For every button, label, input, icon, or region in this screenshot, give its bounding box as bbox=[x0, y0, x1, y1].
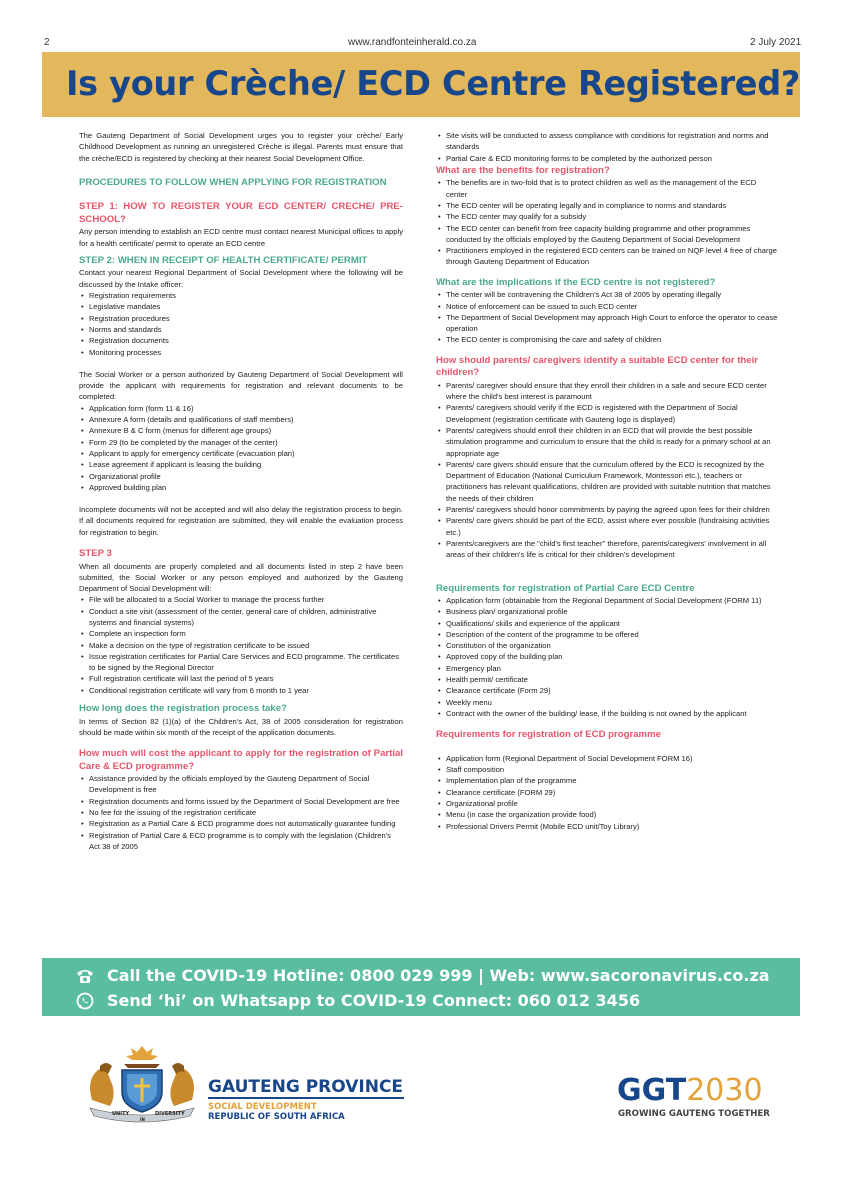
list-item: • Weekly menu bbox=[436, 697, 778, 708]
list-item: • Constitution of the organization bbox=[436, 640, 778, 651]
list-item: • Staff composition bbox=[436, 764, 778, 775]
list-item: • Registration documents and forms issued by the Department of Social Development are free bbox=[79, 796, 403, 807]
list-item: • The benefits are in two-fold that is to protect children as well as the management of the ECD center bbox=[436, 177, 778, 200]
cost-heading: How much will cost the applicant to apply for the registration of Partial Care & ECD programme? bbox=[79, 748, 403, 772]
list-item: • Registration procedures bbox=[79, 313, 403, 324]
step3-heading: STEP 3 bbox=[79, 548, 112, 560]
list-item: • Lease agreement if applicant is leasing the building bbox=[79, 459, 403, 470]
list-item: • Complete an inspection form bbox=[79, 628, 403, 639]
gauteng-province-logo bbox=[82, 1040, 412, 1125]
step1-text: Any person intending to establish an ECD centre must contact nearest Municipal offices to apply for a health certificate/ permit to operate an ECD centre bbox=[79, 227, 403, 248]
covid-whatsapp-row bbox=[76, 991, 640, 1010]
list-item: • Issue registration certificates for Partial Care Services and ECD programme. The certificates to be signed by the Regional Director bbox=[79, 651, 403, 674]
ecd-programme-heading: Requirements for registration of ECD programme bbox=[436, 729, 661, 741]
list-item: • Notice of enforcement can be issued to such ECD center bbox=[436, 301, 778, 312]
list-item: • File will be allocated to a Social Worker to manage the process further bbox=[79, 594, 403, 605]
province-name: GAUTENG PROVINCE bbox=[208, 1077, 404, 1097]
motto-in: IN bbox=[140, 1117, 145, 1122]
logo-divider bbox=[208, 1097, 404, 1099]
social-worker-paragraph: The Social Worker or a person authorized by Gauteng Department of Social Development will provide the applicant with requirements for registration and relevant documents to be completed: bbox=[79, 369, 403, 402]
whatsapp-icon bbox=[76, 992, 94, 1010]
list-item: • Description of the content of the programme to be offered bbox=[436, 629, 778, 640]
coat-of-arms-icon bbox=[82, 1040, 202, 1125]
list-item: • Menu (in case the organization provide food) bbox=[436, 809, 778, 820]
ggt2030-logo bbox=[617, 1075, 777, 1125]
motto-unity: UNITY bbox=[112, 1111, 130, 1117]
list-item: • Parents/caregivers are the "child's first teacher" therefore, parents/caregivers' involvement in all areas of their children's life is critical for their children's development bbox=[436, 538, 778, 561]
list-item: • Full registration certificate will last the period of 5 years bbox=[79, 673, 403, 684]
step2-heading: STEP 2: WHEN IN RECEIPT OF HEALTH CERTIFICATE/ PERMIT bbox=[79, 254, 368, 266]
step2-text: Contact your nearest Regional Department of Social Development where the following will be discussed by the Intake officer: bbox=[79, 268, 403, 289]
list-item: • Monitoring processes bbox=[79, 347, 403, 358]
covid-whatsapp-text: Send ‘hi’ on Whatsapp to COVID-19 Connect: 060 012 3456 bbox=[107, 991, 641, 1010]
list-item: • Parents/ caregivers should enroll their children in an ECD that will provide the best possible stimulation programme and curriculum to ensure that the child is ready for a primary school at an appropriate age bbox=[436, 425, 778, 459]
implications-heading: What are the implications if the ECD centre is not registered? bbox=[436, 276, 716, 288]
howlong-text: In terms of Section 82 (1)(a) of the Children's Act, 38 of 2005 consideration for registration should be made within six month of the receipt of the application documents. bbox=[79, 716, 403, 737]
list-item: • Qualifications/ skills and experience of the applicant bbox=[436, 618, 778, 629]
list-item: • Parents/ caregivers should honor commitments by paying the agreed upon fees for their children bbox=[436, 504, 778, 515]
list-item: • Contract with the owner of the building/ lease, if the building is not owned by the applicant bbox=[436, 708, 778, 719]
list-item: • Organizational profile bbox=[79, 471, 403, 482]
issue-date: 2 July 2021 bbox=[750, 37, 802, 48]
benefits-list bbox=[436, 177, 778, 267]
intro-paragraph: The Gauteng Department of Social Development urges you to register your crèche/ Early Childhood Development as running an unregistered Crèche is illegal. Parents must ensure that the crèche/ECD is registered by checking at their nearest Social Development Office. bbox=[79, 131, 403, 163]
parents-heading: How should parents/ caregivers identify a suitable ECD center for their children? bbox=[436, 354, 759, 379]
list-item: • Parents/ care givers should ensure that the curriculum offered by the ECD is recognized by the Department of Education (National Curriculum Framework, Montessori etc.), teachers or practitioners has relevant qualifications, children are provided with suitable nutrition that matches the needs of their children bbox=[436, 459, 778, 504]
step2-list bbox=[79, 290, 403, 358]
republic-name: REPUBLIC OF SOUTH AFRICA bbox=[208, 1112, 345, 1122]
howlong-heading: How long does the registration process take? bbox=[79, 703, 287, 715]
list-item: • Registration of Partial Care & ECD programme is to comply with the legislation (Children's Act 38 of 2005 bbox=[79, 830, 403, 853]
list-item: • Parents/ caregiver should ensure that they enroll their children in a safe and secure ECD center where the child's best interest is paramount bbox=[436, 380, 778, 403]
list-item: • Application form (form 11 & 16) bbox=[79, 403, 403, 414]
parents-list bbox=[436, 380, 778, 561]
list-item: • The ECD center will be operating legally and in compliance to norms and standards bbox=[436, 200, 778, 211]
list-item: • Organizational profile bbox=[436, 798, 778, 809]
list-item: • Registration documents bbox=[79, 335, 403, 346]
documents-list bbox=[79, 403, 403, 493]
procedures-heading: PROCEDURES TO FOLLOW WHEN APPLYING FOR REGISTRATION bbox=[79, 176, 387, 188]
list-item: • Professional Drivers Permit (Mobile ECD unit/Toy Library) bbox=[436, 821, 778, 832]
list-item: • Practitioners employed in the registered ECD centers can be trained on NQF level 4 free of charge through Gauteng Department of Education bbox=[436, 245, 778, 268]
telephone-icon bbox=[76, 967, 94, 985]
right-column bbox=[436, 130, 778, 832]
partial-care-heading: Requirements for registration of Partial Care ECD Centre bbox=[436, 582, 695, 594]
covid-hotline-text: Call the COVID-19 Hotline: 0800 029 999 | Web: www.sacoronavirus.co.za bbox=[107, 966, 770, 985]
list-item: • The center will be contravening the Children's Act 38 of 2005 by operating illegally bbox=[436, 289, 778, 300]
step3-list bbox=[79, 594, 403, 696]
list-item: • The ECD center is compromising the care and safety of children bbox=[436, 334, 778, 345]
page-number: 2 bbox=[44, 37, 50, 48]
ggt-year: 2030 bbox=[686, 1073, 763, 1108]
list-item: • Partial Care & ECD monitoring forms to be completed by the authorized person bbox=[436, 153, 778, 164]
list-item: • Assistance provided by the officials employed by the Gauteng Department of Social Development is free bbox=[79, 773, 403, 796]
list-item: • Application form (Regional Department of Social Development FORM 16) bbox=[436, 753, 778, 764]
list-item: • Registration as a Partial Care & ECD programme does not automatically guarantee funding bbox=[79, 818, 403, 829]
list-item: • Conduct a site visit (assessment of the center, general care of children, administrative systems and financial systems) bbox=[79, 606, 403, 629]
list-item: • Conditional registration certificate will vary from 6 month to 1 year bbox=[79, 685, 403, 696]
list-item: • The ECD center may qualify for a subsidy bbox=[436, 211, 778, 222]
step1-heading: STEP 1: HOW TO REGISTER YOUR ECD CENTER/ CRECHE/ PRE-SCHOOL? bbox=[79, 201, 403, 225]
page-title: Is your Crèche/ ECD Centre Registered? bbox=[66, 64, 801, 103]
list-item: • Site visits will be conducted to assess compliance with conditions for registration and norms and standards bbox=[436, 130, 778, 153]
site-visit-list bbox=[436, 130, 778, 164]
list-item: • Clearance certificate (FORM 29) bbox=[436, 787, 778, 798]
list-item: • Approved copy of the building plan bbox=[436, 651, 778, 662]
list-item: • Annexure B & C form (menus for different age groups) bbox=[79, 425, 403, 436]
cost-list bbox=[79, 773, 403, 852]
list-item: • Business plan/ organizational profile bbox=[436, 606, 778, 617]
list-item: • Health permit/ certificate bbox=[436, 674, 778, 685]
list-item: • Emergency plan bbox=[436, 663, 778, 674]
left-column bbox=[79, 130, 403, 852]
list-item: • Registration requirements bbox=[79, 290, 403, 301]
ggt-tagline: GROWING GAUTENG TOGETHER bbox=[618, 1109, 770, 1119]
list-item: • Legislative mandates bbox=[79, 301, 403, 312]
motto-diversity: DIVERSITY bbox=[155, 1111, 185, 1117]
step3-text: When all documents are properly completed and all documents listed in step 2 have been submitted, the Social Worker or any person employed and authorized by the Gauteng Department of Social Development will: bbox=[79, 561, 403, 594]
list-item: • Approved building plan bbox=[79, 482, 403, 493]
partial-care-list bbox=[436, 595, 778, 719]
covid-hotline-row bbox=[76, 966, 770, 985]
department-name: SOCIAL DEVELOPMENT bbox=[208, 1102, 317, 1112]
list-item: • Implementation plan of the programme bbox=[436, 775, 778, 786]
list-item: • Applicant to apply for emergency certificate (evacuation plan) bbox=[79, 448, 403, 459]
incomplete-paragraph: Incomplete documents will not be accepted and will also delay the registration process to begin. If all documents required for registration are submitted, they will enable the evaluation process for registration to begin. bbox=[79, 505, 403, 537]
list-item: • Parents/ care givers should be part of the ECD, assist where ever possible (fundraising activities etc.) bbox=[436, 515, 778, 538]
covid-banner bbox=[42, 958, 800, 1016]
list-item: • Norms and standards bbox=[79, 324, 403, 335]
list-item: • The Department of Social Development may approach High Court to enforce the operator to cease operation bbox=[436, 312, 778, 335]
ggt-text: GGT bbox=[617, 1073, 687, 1108]
list-item: • Parents/ caregivers should verify if the ECD is registered with the Department of Social Development (registration certificate with Gauteng logo is displayed) bbox=[436, 402, 778, 425]
list-item: • No fee for the issuing of the registration certificate bbox=[79, 807, 403, 818]
list-item: • Form 29 (to be completed by the manager of the center) bbox=[79, 437, 403, 448]
title-banner bbox=[42, 52, 800, 117]
list-item: • Annexure A form (details and qualifications of staff members) bbox=[79, 414, 403, 425]
list-item: • Application form (obtainable from the Regional Department of Social Development (FORM 11) bbox=[436, 595, 778, 606]
implications-list bbox=[436, 289, 778, 345]
ecd-programme-list bbox=[436, 753, 778, 832]
benefits-heading: What are the benefits for registration? bbox=[436, 164, 610, 176]
list-item: • Clearance certificate (Form 29) bbox=[436, 685, 778, 696]
website-url: www.randfonteinherald.co.za bbox=[348, 37, 477, 48]
list-item: • Make a decision on the type of registration certificate to be issued bbox=[79, 640, 403, 651]
list-item: • The ECD center can benefit from free capacity building programme and other programmes conducted by the officials employed by the Gauteng Department of Social Development bbox=[436, 223, 778, 246]
